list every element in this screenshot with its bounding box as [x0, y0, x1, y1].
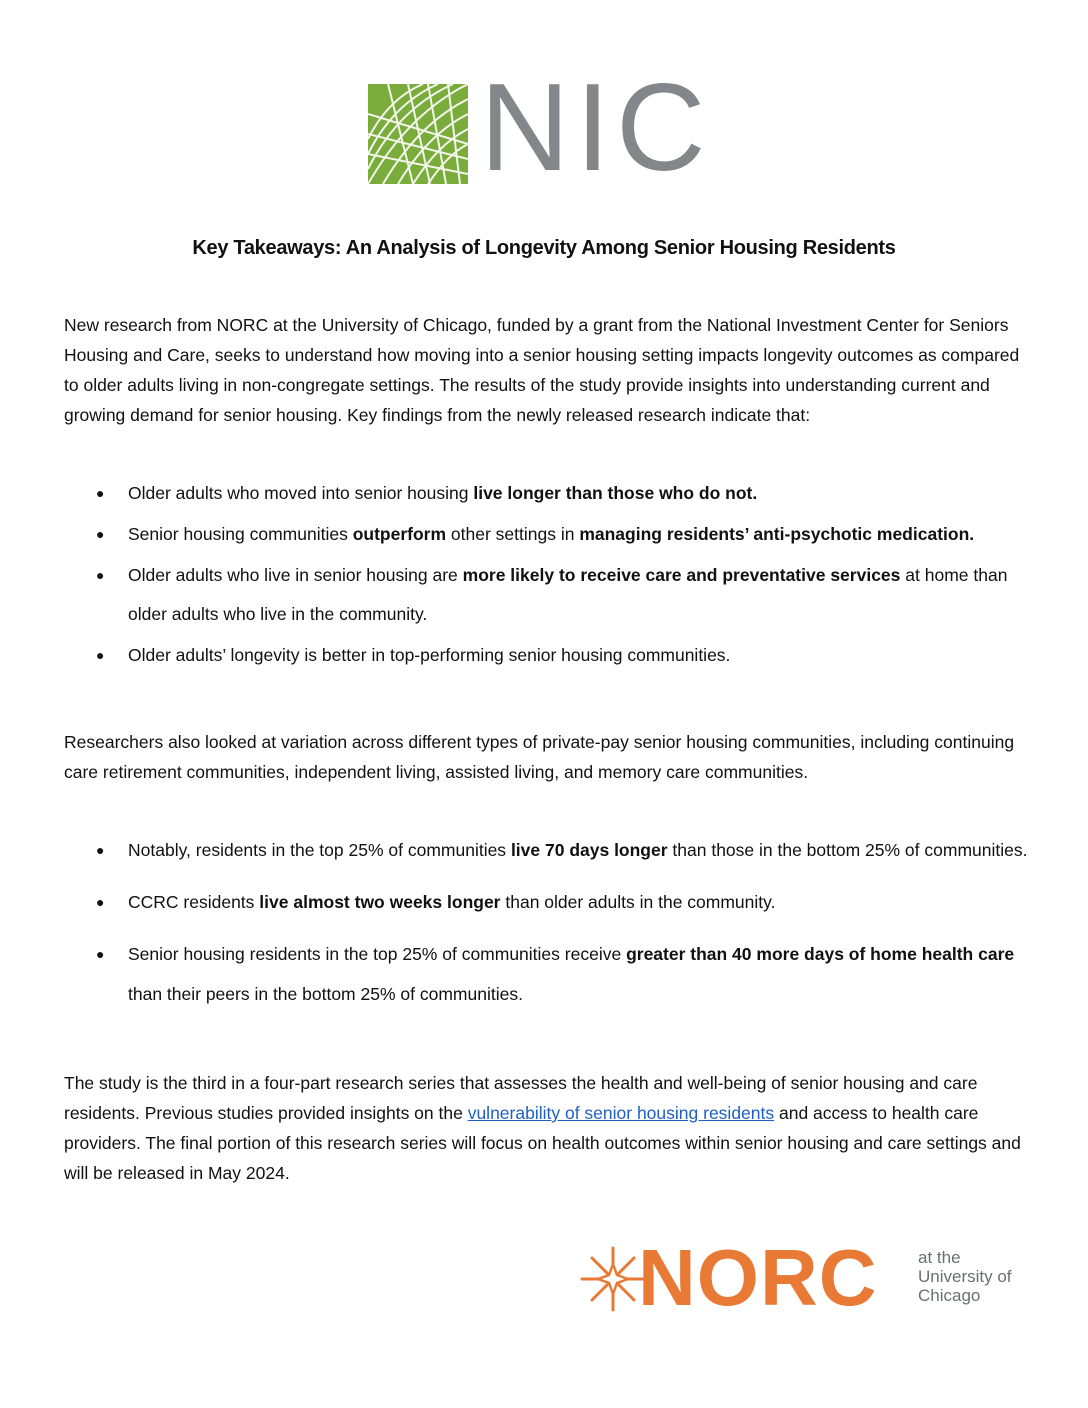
nic-grid-mark-icon	[368, 84, 468, 184]
nic-logo	[368, 59, 720, 197]
closing-paragraph: The study is the third in a four-part research series that assesses the health and well-being of senior housing and care residents. Previous studies provided insights on the vulnerability of senior housing residents and access to health care providers. The final portion of this research series will focus on health outcomes within senior housing and care settings and will be released in May 2024.	[64, 1073, 1021, 1183]
list-item: ● Older adults who moved into senior housing live longer than those who do not.	[64, 474, 1032, 513]
variation-findings-list	[64, 830, 1032, 1026]
norc-logo-subtitle: at the University of Chicago	[918, 1248, 1012, 1305]
list-item: ● Senior housing residents in the top 25% of communities receive greater than 40 more days of home health care than their peers in the bottom 25% of communities.	[64, 934, 1032, 1014]
list-item: ● Notably, residents in the top 25% of communities live 70 days longer than those in the bottom 25% of communities.	[64, 830, 1032, 870]
list-item: ● CCRC residents live almost two weeks longer than older adults in the community.	[64, 882, 1032, 922]
bullet-icon: ●	[96, 946, 105, 962]
norc-logo-text: NORC	[638, 1233, 878, 1322]
bullet-icon: ●	[96, 485, 105, 501]
bullet-icon: ●	[96, 567, 105, 583]
intro-paragraph: New research from NORC at the University of Chicago, funded by a grant from the National Investment Center for Seniors Housing and Care, seeks to understand how moving into a senior housing setting impacts longevity outcomes as compared to older adults living in non-congregate settings. The results of the study provide insights into understanding current and growing demand for senior housing. Key findings from the newly released research indicate that:	[64, 315, 1020, 425]
vulnerability-study-link[interactable]: vulnerability of senior housing residents	[467, 1103, 775, 1123]
bullet-icon: ●	[96, 842, 105, 858]
list-item: ● Older adults who live in senior housing are more likely to receive care and preventative services at home than older adults who live in the community.	[64, 556, 1032, 634]
bullet-icon: ●	[96, 647, 105, 663]
nic-logo-text: NIC	[480, 59, 712, 197]
bullet-icon: ●	[96, 894, 105, 910]
key-findings-list	[64, 474, 1032, 677]
page-title: Key Takeaways: An Analysis of Longevity Among Senior Housing Residents	[192, 237, 896, 259]
list-item: ● Senior housing communities outperform other settings in managing residents’ anti-psychotic medication.	[64, 515, 1032, 554]
norc-logo	[578, 1233, 1038, 1322]
variation-paragraph: Researchers also looked at variation across different types of private-pay senior housing communities, including continuing care retirement communities, independent living, assisted living, and memory care communities.	[64, 732, 1015, 782]
bullet-icon: ●	[96, 526, 105, 542]
list-item: ● Older adults’ longevity is better in top-performing senior housing communities.	[64, 636, 1032, 675]
